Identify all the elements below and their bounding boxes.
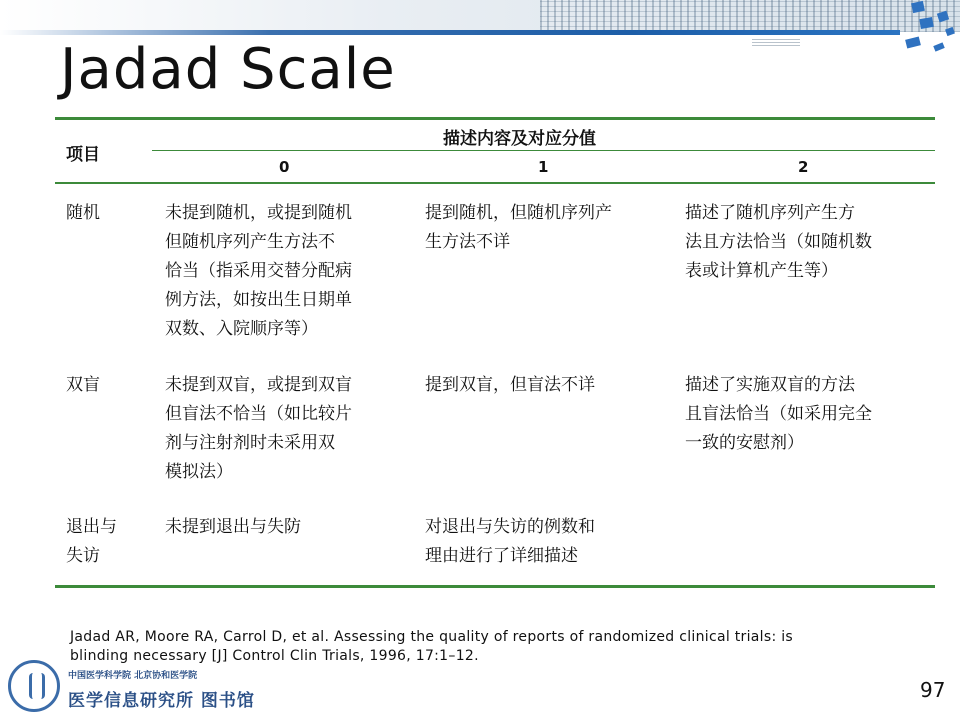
- header-item: 项目: [66, 145, 100, 165]
- header-description: 描述内容及对应分值: [443, 129, 596, 149]
- cell-line: 一致的安慰剂）: [685, 433, 804, 453]
- table-header-bottom-rule: [55, 182, 935, 184]
- cell-line: 描述了随机序列产生方: [685, 203, 855, 223]
- cell-line: 剂与注射剂时未采用双: [165, 433, 335, 453]
- cell-line: 恰当（指采用交替分配病: [165, 261, 352, 281]
- row-item-line: 随机: [66, 203, 100, 223]
- row-score-1-text: [425, 199, 612, 257]
- cell-line: 但盲法不恰当（如比较片: [165, 404, 352, 424]
- top-banner: [0, 0, 960, 32]
- cell-line: 法且方法恰当（如随机数: [685, 232, 872, 252]
- institute-logo: [8, 660, 60, 712]
- slide-title: Jadad Scale: [60, 37, 396, 102]
- org-name-line2: 医学信息研究所 图书馆: [68, 691, 255, 711]
- cell-line: 未提到双盲，或提到双盲: [165, 375, 352, 395]
- row-item-line: 双盲: [66, 375, 100, 395]
- row-item-label: [66, 199, 100, 228]
- cell-line: 例方法，如按出生日期单: [165, 290, 352, 310]
- score-1-header: 1: [538, 158, 549, 176]
- cell-line: 且盲法恰当（如采用完全: [685, 404, 872, 424]
- row-item-line: 失访: [66, 546, 100, 566]
- row-score-1-text: [425, 513, 595, 571]
- cell-line: 但随机序列产生方法不: [165, 232, 335, 252]
- cell-line: 描述了实施双盲的方法: [685, 375, 855, 395]
- row-score-1-text: [425, 371, 595, 400]
- square-decoration: [905, 36, 921, 48]
- reference-footnote: [70, 628, 900, 666]
- page-number: 97: [920, 678, 946, 702]
- banner-grid-pattern: [540, 0, 960, 32]
- cell-line: 提到随机，但随机序列产: [425, 203, 612, 223]
- cell-line: 双数、入院顺序等）: [165, 319, 318, 339]
- row-score-0-text: [165, 513, 301, 542]
- row-item-label: [66, 371, 100, 400]
- banner-small-text-block: [752, 37, 800, 46]
- row-score-2-text: [685, 199, 872, 286]
- cell-line: 对退出与失访的例数和: [425, 517, 595, 537]
- cell-line: 表或计算机产生等）: [685, 261, 838, 281]
- table-top-rule: [55, 117, 935, 120]
- row-score-2-text: [685, 371, 872, 458]
- banner-stripe: [0, 30, 900, 35]
- score-2-header: 2: [798, 158, 809, 176]
- cell-line: 理由进行了详细描述: [425, 546, 578, 566]
- cell-line: 未提到随机，或提到随机: [165, 203, 352, 223]
- score-0-header: 0: [279, 158, 290, 176]
- cell-line: 生方法不详: [425, 232, 510, 252]
- cell-line: 未提到退出与失防: [165, 517, 301, 537]
- table-header-mid-rule: [152, 150, 935, 151]
- table-bottom-rule: [55, 585, 935, 588]
- footnote-line: Jadad AR, Moore RA, Carrol D, et al. Assessing the quality of reports of randomized clinical trials: is: [70, 629, 794, 645]
- cell-line: 模拟法）: [165, 462, 233, 482]
- row-item-label: [66, 513, 117, 571]
- square-decoration: [933, 42, 945, 51]
- row-score-0-text: [165, 371, 352, 487]
- row-score-0-text: [165, 199, 352, 344]
- cell-line: 提到双盲，但盲法不详: [425, 375, 595, 395]
- row-item-line: 退出与: [66, 517, 117, 537]
- org-name-line1: 中国医学科学院 北京协和医学院: [68, 671, 198, 681]
- footnote-line: blinding necessary [J] Control Clin Trials, 1996, 17:1–12.: [70, 648, 479, 664]
